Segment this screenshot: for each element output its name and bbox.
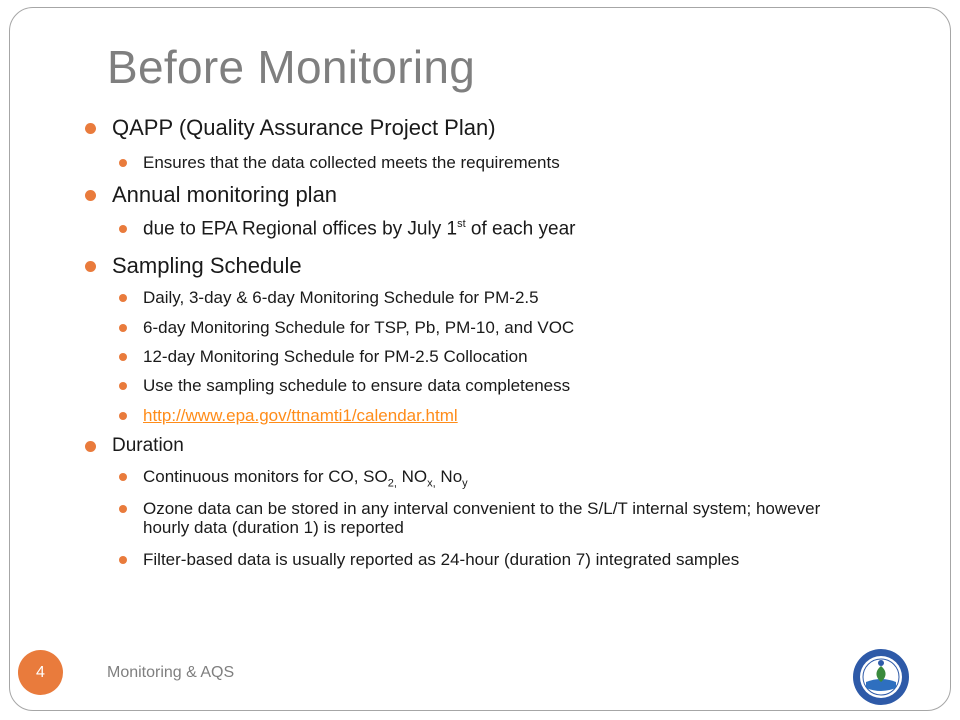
- bullet-dot-icon: [119, 412, 127, 420]
- slide-title: Before Monitoring: [107, 41, 476, 93]
- bullet-qapp-sub: Ensures that the data collected meets the requirements: [143, 153, 560, 173]
- bullet-dot-icon: [85, 261, 96, 272]
- bullet-duration-sub: Ozone data can be stored in any interval convenient to the S/L/T internal system; however hourly data (duration 1) is reported: [143, 499, 843, 537]
- bullet-sampling-sub: Daily, 3-day & 6-day Monitoring Schedule for PM-2.5: [143, 288, 539, 308]
- bullet-annual-sub: due to EPA Regional offices by July 1st of each year: [143, 218, 575, 240]
- bullet-dot-icon: [119, 556, 127, 564]
- bullet-dot-icon: [119, 159, 127, 167]
- bullet-dot-icon: [119, 294, 127, 302]
- epa-seal-icon: [852, 648, 910, 706]
- bullet-dot-icon: [119, 353, 127, 361]
- footer-text: Monitoring & AQS: [107, 664, 235, 681]
- bullet-dot-icon: [85, 123, 96, 134]
- bullet-dot-icon: [119, 382, 127, 390]
- bullet-dot-icon: [85, 441, 96, 452]
- seal-sun: [878, 660, 884, 666]
- bullet-sampling: Sampling Schedule: [112, 253, 302, 279]
- bullet-dot-icon: [85, 190, 96, 201]
- calendar-link[interactable]: http://www.epa.gov/ttnamti1/calendar.html: [143, 406, 458, 425]
- bullet-duration-sub: Continuous monitors for CO, $SO_{2,}$ $NO_{x,}$ $No_y$: [143, 467, 468, 489]
- bullet-sampling-sub: 12-day Monitoring Schedule for PM-2.5 Collocation: [143, 347, 528, 367]
- bullet-link: [143, 406, 458, 426]
- bullet-qapp: QAPP (Quality Assurance Project Plan): [112, 115, 496, 141]
- bullet-dot-icon: [119, 473, 127, 481]
- page-number-badge: 4: [18, 650, 63, 695]
- bullet-sampling-sub: 6-day Monitoring Schedule for TSP, Pb, PM-10, and VOC: [143, 318, 574, 338]
- bullet-dot-icon: [119, 225, 127, 233]
- bullet-dot-icon: [119, 505, 127, 513]
- bullet-annual: Annual monitoring plan: [112, 182, 337, 208]
- bullet-dot-icon: [119, 324, 127, 332]
- bullet-sampling-sub: Use the sampling schedule to ensure data completeness: [143, 376, 570, 396]
- bullet-duration-sub: Filter-based data is usually reported as 24-hour (duration 7) integrated samples: [143, 550, 843, 569]
- bullet-duration: Duration: [112, 435, 184, 457]
